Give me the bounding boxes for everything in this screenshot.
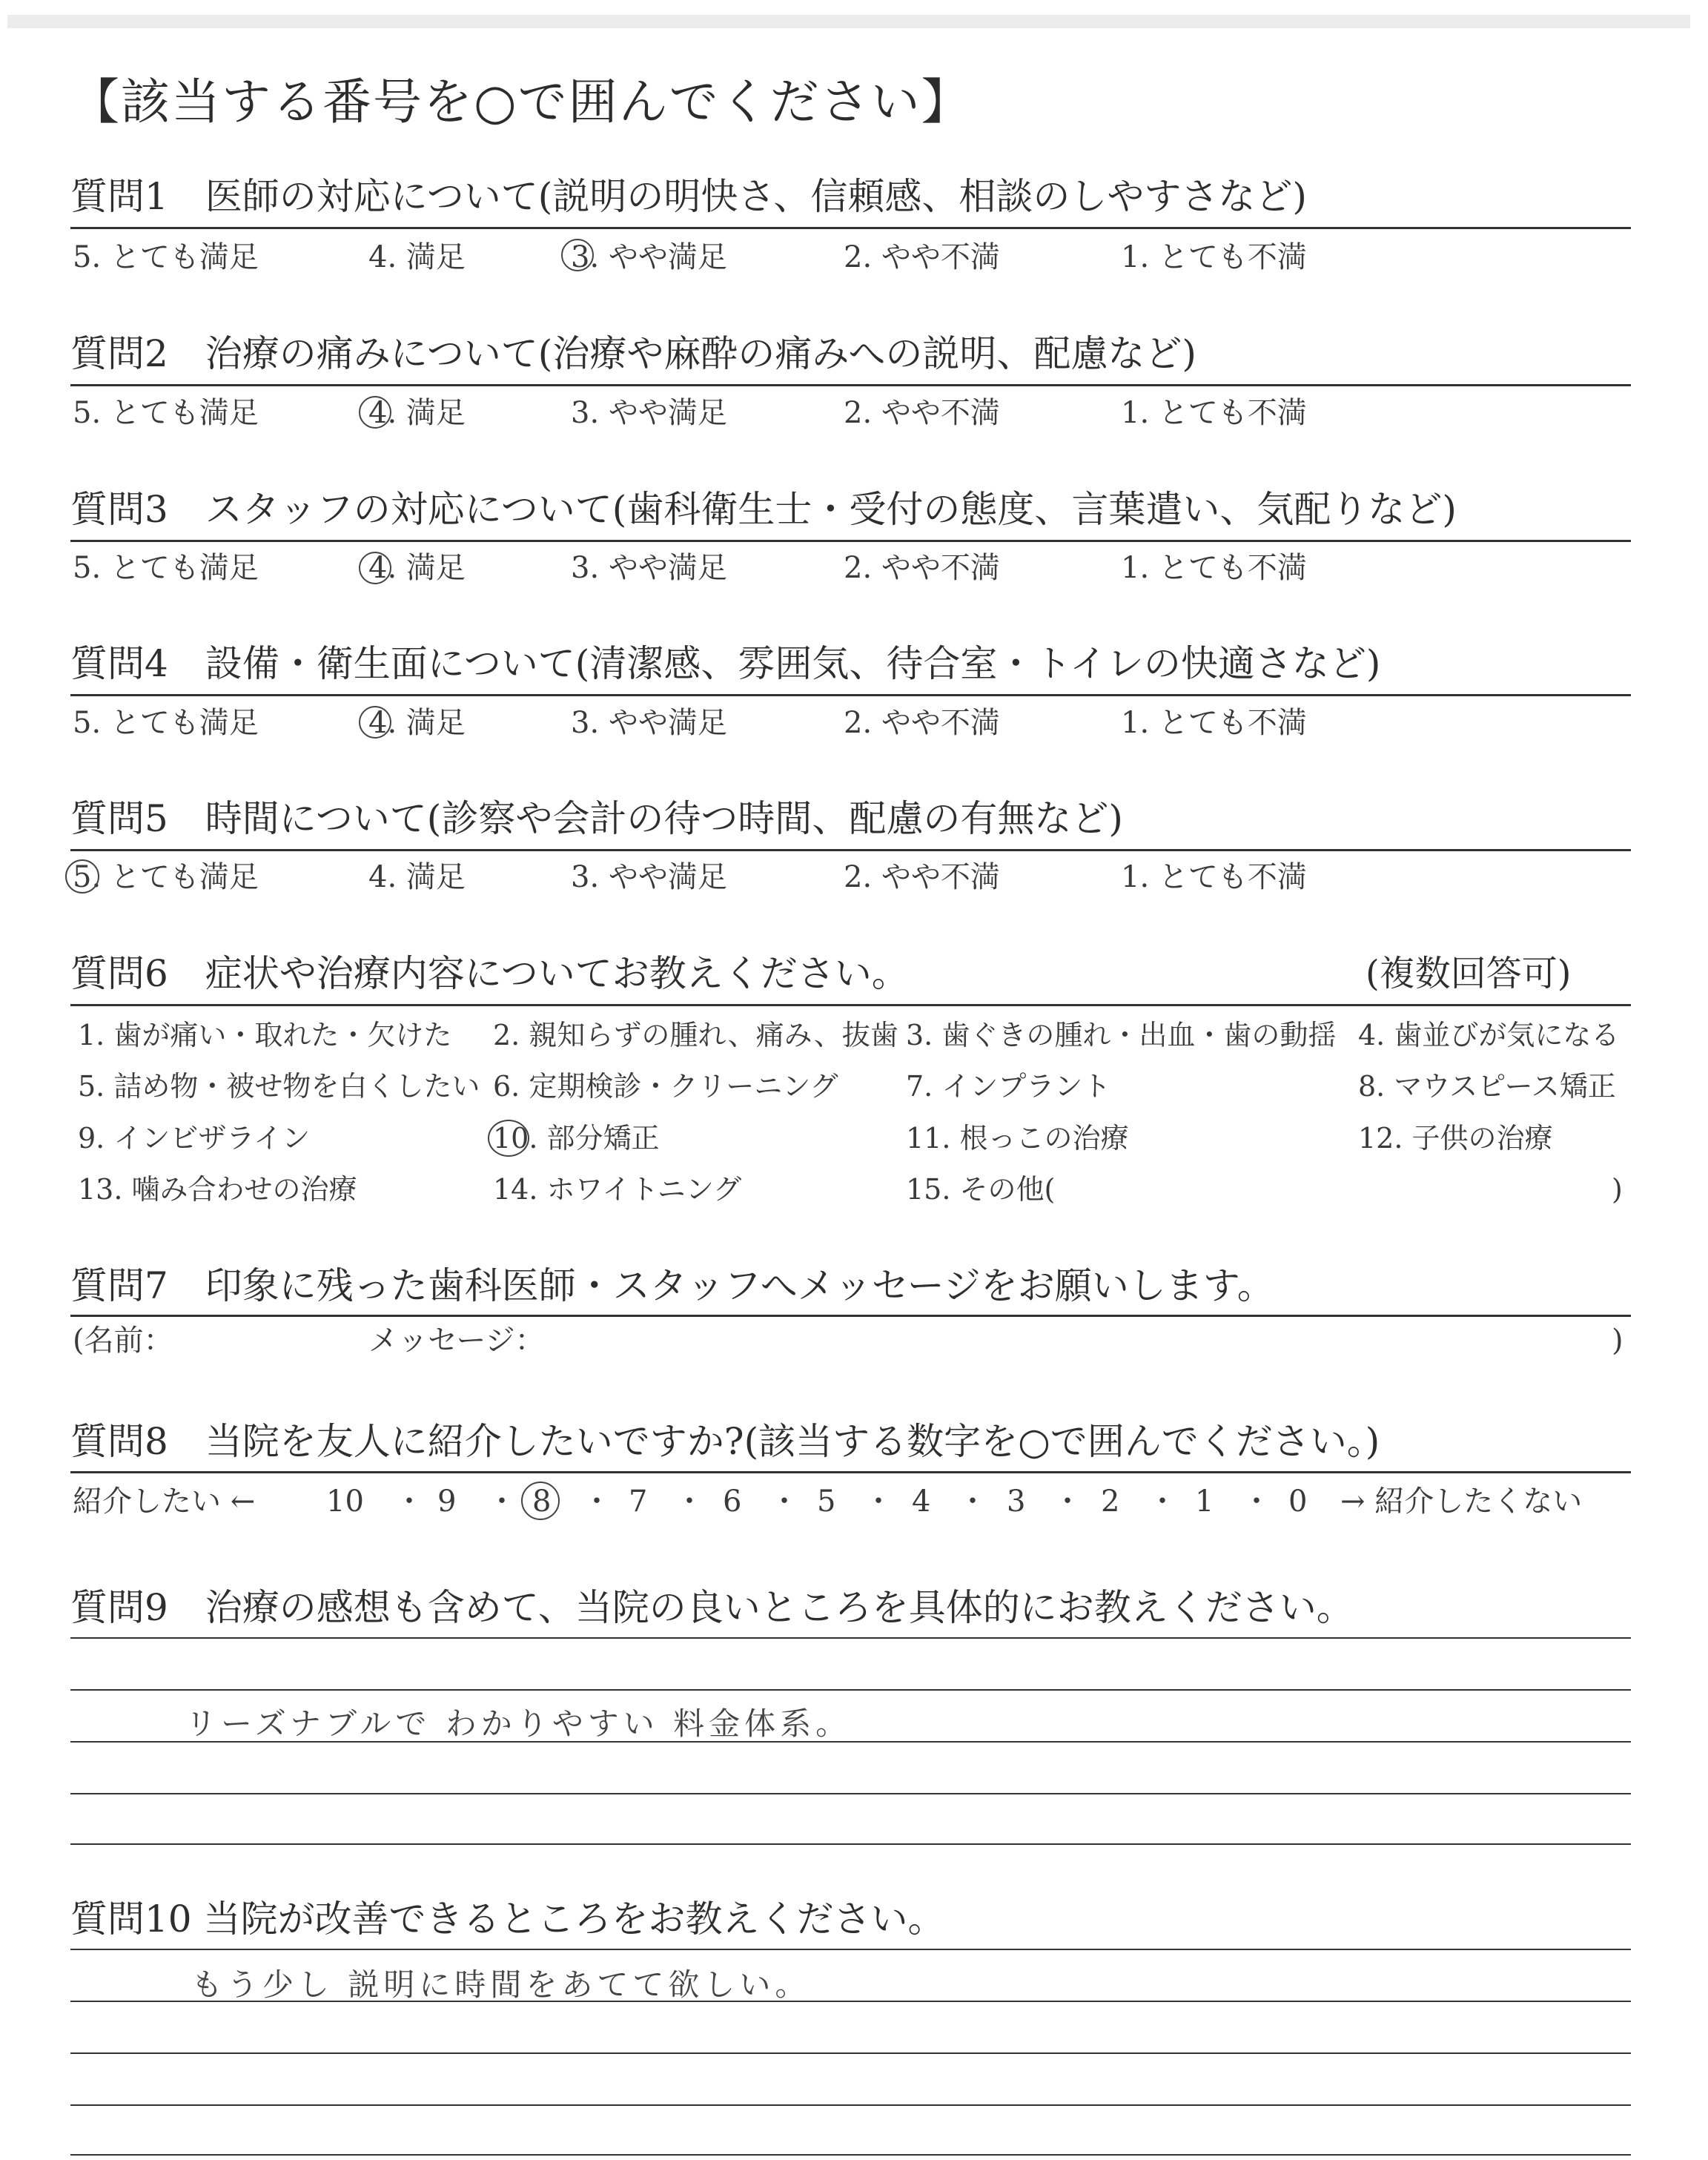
q6-option-12[interactable]: 12. 子供の治療 — [1358, 1122, 1553, 1155]
q1-option-1[interactable]: 1. とても不満 — [1121, 240, 1307, 274]
q5-option-5[interactable]: 5. とても満足 — [73, 860, 259, 894]
q2-option-3[interactable]: 3. やや満足 — [571, 396, 727, 430]
q6-option-2[interactable]: 2. 親知らずの腫れ、痛み、抜歯 — [493, 1019, 898, 1051]
q4-option-1[interactable]: 1. とても不満 — [1121, 706, 1307, 740]
q6-option-14[interactable]: 14. ホワイトニング — [493, 1173, 742, 1206]
q6-option-1[interactable]: 1. 歯が痛い・取れた・欠けた — [78, 1019, 452, 1051]
q6-answer-circle — [488, 1120, 529, 1157]
q8-left-label: 紹介したい ← — [73, 1484, 256, 1519]
q6-option-9[interactable]: 9. インビザライン — [78, 1122, 311, 1155]
q8-scale-sep: ・ — [1242, 1484, 1271, 1519]
q9-line-2 — [70, 1689, 1631, 1691]
q6-option-11[interactable]: 11. 根っこの治療 — [906, 1122, 1129, 1155]
q10-line-1 — [70, 1949, 1631, 1950]
q6-option-3[interactable]: 3. 歯ぐきの腫れ・出血・歯の動揺 — [906, 1019, 1337, 1051]
q10-handwritten-answer: もう少し 説明に時間をあてて欲しい。 — [191, 1966, 811, 2003]
q7-rule — [70, 1315, 1631, 1317]
q8-scale-sep: ・ — [864, 1484, 893, 1519]
q8-scale-7[interactable]: 7 — [629, 1484, 648, 1519]
q8-answer-circle — [521, 1482, 560, 1520]
q9-handwritten-answer: リーズナブルで わかりやすい 料金体系。 — [185, 1705, 852, 1742]
q9-title: 質問9 治療の感想も含めて、当院の良いところを具体的にお教えください。 — [70, 1586, 1354, 1629]
q1-option-3[interactable]: 3. やや満足 — [571, 240, 727, 274]
q3-option-2[interactable]: 2. やや不満 — [844, 551, 1000, 585]
q4-answer-circle — [359, 706, 391, 739]
q5-option-1[interactable]: 1. とても不満 — [1121, 860, 1307, 894]
q6-title: 質問6 症状や治療内容についてお教えください。 — [70, 952, 909, 995]
q3-rule — [70, 540, 1631, 542]
q3-title: 質問3 スタッフの対応について(歯科衛生士・受付の態度、言葉遣い、気配りなど) — [70, 488, 1457, 531]
q1-rule — [70, 227, 1631, 229]
q3-option-5[interactable]: 5. とても満足 — [73, 551, 259, 585]
q2-option-5[interactable]: 5. とても満足 — [73, 396, 259, 430]
q7-message-label: メッセージ： — [368, 1324, 545, 1358]
q8-scale-sep: ・ — [582, 1484, 612, 1519]
q1-title: 質問1 医師の対応について(説明の明快さ、信頼感、相談のしやすさなど) — [70, 175, 1307, 218]
q8-scale-0[interactable]: 0 — [1288, 1484, 1308, 1519]
q6-rule — [70, 1004, 1631, 1006]
q1-option-2[interactable]: 2. やや不満 — [844, 240, 1000, 274]
q9-line-4 — [70, 1793, 1631, 1794]
q6-option-15[interactable]: 15. その他( — [906, 1173, 1056, 1206]
q4-rule — [70, 694, 1631, 696]
q4-option-5[interactable]: 5. とても満足 — [73, 706, 259, 740]
q8-scale-10[interactable]: 10 — [326, 1484, 364, 1519]
q7-title: 質問7 印象に残った歯科医師・スタッフへメッセージをお願いします。 — [70, 1264, 1274, 1307]
scan-top-edge — [7, 15, 1690, 28]
q5-option-4[interactable]: 4. 満足 — [368, 860, 466, 894]
q1-option-4[interactable]: 4. 満足 — [368, 240, 466, 274]
q4-title: 質問4 設備・衛生面について(清潔感、雰囲気、待合室・トイレの快適さなど) — [70, 642, 1381, 685]
q8-scale-1[interactable]: 1 — [1195, 1484, 1214, 1519]
q10-line-3 — [70, 2052, 1631, 2054]
q8-scale-2[interactable]: 2 — [1101, 1484, 1120, 1519]
q5-option-3[interactable]: 3. やや満足 — [571, 860, 727, 894]
q8-scale-3[interactable]: 3 — [1007, 1484, 1026, 1519]
q10-line-5 — [70, 2154, 1631, 2156]
q5-answer-circle — [65, 859, 99, 894]
q3-option-1[interactable]: 1. とても不満 — [1121, 551, 1307, 585]
q8-right-label: → 紹介したくない — [1340, 1484, 1583, 1519]
q7-name-label: (名前： — [73, 1324, 173, 1358]
q8-scale-6[interactable]: 6 — [723, 1484, 742, 1519]
q8-rule — [70, 1471, 1631, 1473]
q4-option-4[interactable]: 4. 満足 — [368, 706, 466, 740]
q2-answer-circle — [359, 396, 391, 429]
q6-option-6[interactable]: 6. 定期検診・クリーニング — [493, 1070, 838, 1103]
q2-title: 質問2 治療の痛みについて(治療や麻酔の痛みへの説明、配慮など) — [70, 332, 1196, 375]
q2-option-1[interactable]: 1. とても不満 — [1121, 396, 1307, 430]
q8-scale-sep: ・ — [675, 1484, 704, 1519]
q8-scale-sep: ・ — [1148, 1484, 1177, 1519]
q2-option-4[interactable]: 4. 満足 — [368, 396, 466, 430]
q8-scale-5[interactable]: 5 — [817, 1484, 836, 1519]
q3-answer-circle — [359, 552, 391, 584]
q6-option-5[interactable]: 5. 詰め物・被せ物を白くしたい — [78, 1070, 480, 1103]
q5-option-2[interactable]: 2. やや不満 — [844, 860, 1000, 894]
q8-title: 質問8 当院を友人に紹介したいですか?(該当する数字を○で囲んでください。) — [70, 1420, 1380, 1463]
q8-scale-4[interactable]: 4 — [912, 1484, 931, 1519]
q8-scale-9[interactable]: 9 — [437, 1484, 457, 1519]
page-heading: 【該当する番号を○で囲んでください】 — [70, 73, 972, 131]
q6-other-close-paren: ) — [1612, 1173, 1623, 1206]
q6-option-10[interactable]: 10. 部分矯正 — [493, 1122, 660, 1155]
q3-option-4[interactable]: 4. 満足 — [368, 551, 466, 585]
q9-line-1 — [70, 1637, 1631, 1639]
q8-scale-sep: ・ — [487, 1484, 517, 1519]
q10-title: 質問10 当院が改善できるところをお教えください。 — [70, 1898, 945, 1941]
q9-line-5 — [70, 1843, 1631, 1845]
q8-scale-8[interactable]: 8 — [532, 1484, 552, 1519]
q5-title: 質問5 時間について(診察や会計の待つ時間、配慮の有無など) — [70, 797, 1123, 840]
q2-option-2[interactable]: 2. やや不満 — [844, 396, 1000, 430]
q4-option-3[interactable]: 3. やや満足 — [571, 706, 727, 740]
q6-option-8[interactable]: 8. マウスピース矯正 — [1358, 1070, 1616, 1103]
q6-multi-answer-note: (複数回答可) — [1366, 953, 1572, 994]
q7-close-paren: ) — [1612, 1324, 1623, 1358]
q8-scale-sep: ・ — [769, 1484, 799, 1519]
q1-answer-circle — [561, 239, 594, 271]
q8-scale-sep: ・ — [394, 1484, 424, 1519]
q6-option-13[interactable]: 13. 噛み合わせの治療 — [78, 1173, 357, 1206]
q6-option-7[interactable]: 7. インプラント — [906, 1070, 1111, 1103]
q3-option-3[interactable]: 3. やや満足 — [571, 551, 727, 585]
q6-option-4[interactable]: 4. 歯並びが気になる — [1358, 1019, 1620, 1051]
q8-scale-sep: ・ — [1053, 1484, 1082, 1519]
q8-scale-sep: ・ — [958, 1484, 987, 1519]
q2-rule — [70, 384, 1631, 386]
q5-rule — [70, 849, 1631, 851]
q4-option-2[interactable]: 2. やや不満 — [844, 706, 1000, 740]
q10-line-4 — [70, 2104, 1631, 2106]
q1-option-5[interactable]: 5. とても満足 — [73, 240, 259, 274]
